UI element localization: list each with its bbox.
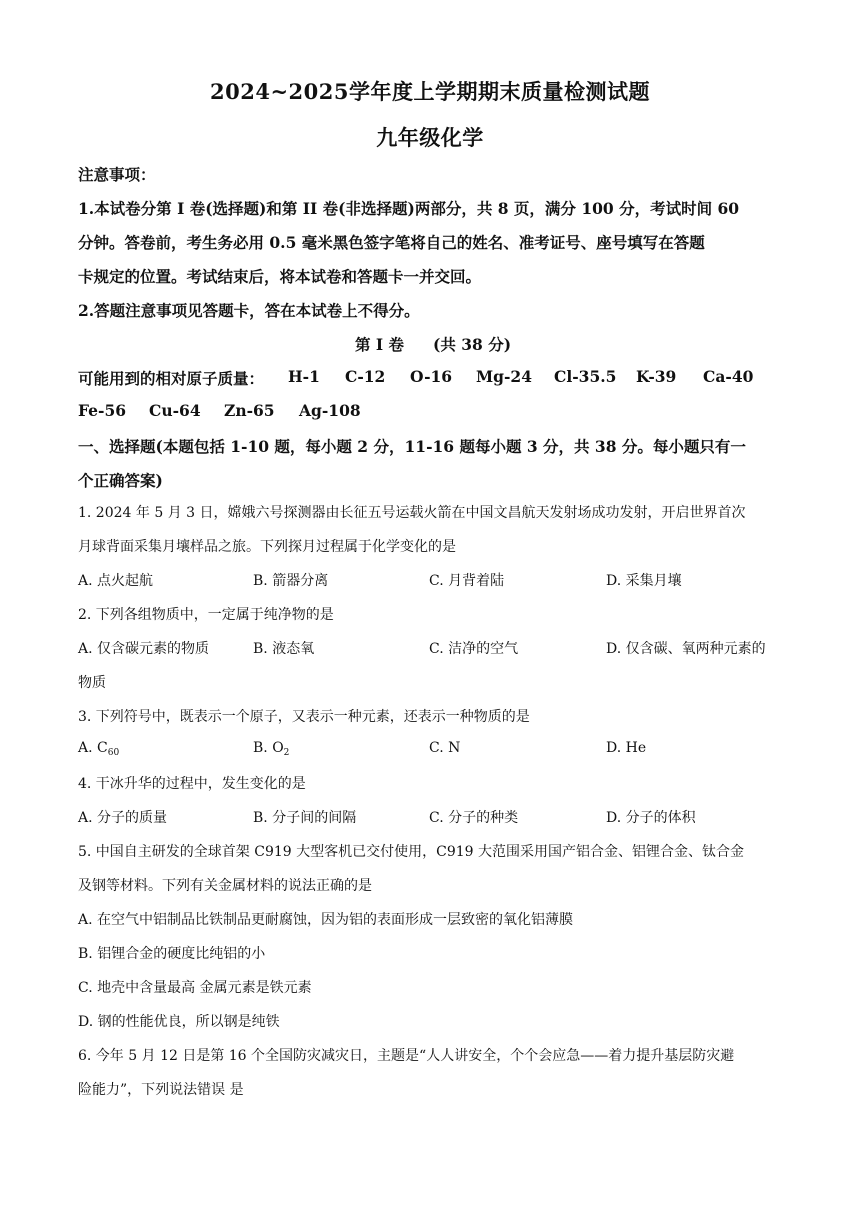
atomic-mass-label: 可能用到的相对原子质量： <box>78 369 265 388</box>
question-2-stem: 2. 下列各组物质中，一定属于纯净物的是 <box>78 607 334 623</box>
question-3-option-a-text: A. C <box>78 740 108 756</box>
question-3-option-b-subscript: 2 <box>283 748 290 758</box>
atomic-mass-o: O-16 <box>410 367 453 386</box>
question-5-option-a: A. 在空气中铝制品比铁制品更耐腐蚀，因为铝的表面形成一层致密的氧化铝薄膜 <box>78 912 574 928</box>
question-4-option-b: B. 分子间的间隔 <box>253 810 357 826</box>
atomic-mass-h: H-1 <box>288 367 320 386</box>
notice-heading: 注意事项： <box>78 165 156 184</box>
question-1-option-a: A. 点火起航 <box>78 573 154 589</box>
question-2-option-c: C. 洁净的空气 <box>429 641 519 657</box>
atomic-mass-cu: Cu-64 <box>149 401 201 420</box>
question-1-option-c: C. 月背着陆 <box>429 573 505 589</box>
question-4-option-a: A. 分子的质量 <box>78 810 168 826</box>
notice-line-4: 2.答题注意事项见答题卡，答在本试卷上不得分。 <box>78 301 420 320</box>
notice-line-1: 1.本试卷分第 I 卷(选择题)和第 II 卷(非选择题)两部分，共 8 页，满分 100 分，考试时间 60 <box>78 199 740 218</box>
notice-line-2: 分钟。答卷前，考生务必用 0.5 毫米黑色签字笔将自己的姓名、准考证号、座号填写在答题 <box>78 233 705 252</box>
question-5-option-b: B. 铝锂合金的硬度比纯铝的小 <box>78 946 266 962</box>
question-6-line-1: 6. 今年 5 月 12 日是第 16 个全国防灾减灾日，主题是“人人讲安全，个个会应急——着力提升基层防灾避 <box>78 1048 735 1064</box>
atomic-mass-cl: Cl-35.5 <box>554 367 617 386</box>
question-2-option-d-wrap: 物质 <box>78 675 106 691</box>
question-1-line-2: 月球背面采集月壤样品之旅。下列探月过程属于化学变化的是 <box>78 539 456 555</box>
part-one-heading-line-1: 一、选择题(本题包括 1-10 题，每小题 2 分，11-16 题每小题 3 分，共 38 分。每小题只有一 <box>78 437 746 456</box>
section-score: (共 38 分) <box>433 335 512 354</box>
exam-title: 2024~2025学年度上学期期末质量检测试题 <box>210 79 650 104</box>
question-2-option-b: B. 液态氧 <box>253 641 315 657</box>
question-3-option-b-text: B. O <box>253 740 284 756</box>
part-one-heading-line-2: 个正确答案) <box>78 471 163 490</box>
question-2-option-d: D. 仅含碳、氧两种元素的 <box>606 641 766 657</box>
question-5-line-1: 5. 中国自主研发的全球首架 C919 大型客机已交付使用，C919 大范围采用国产铝合金、铝锂合金、钛合金 <box>78 844 745 860</box>
atomic-mass-mg: Mg-24 <box>476 367 532 386</box>
question-5-option-c: C. 地壳中含量最高 金属元素是铁元素 <box>78 980 312 996</box>
question-4-option-c: C. 分子的种类 <box>429 810 519 826</box>
atomic-mass-c: C-12 <box>345 367 386 386</box>
atomic-mass-k: K-39 <box>636 367 677 386</box>
question-2-option-a: A. 仅含碳元素的物质 <box>78 641 210 657</box>
question-1-option-d: D. 采集月壤 <box>606 573 682 589</box>
exam-subtitle: 九年级化学 <box>376 125 484 150</box>
question-6-line-2: 险能力”，下列说法错误 是 <box>78 1082 244 1098</box>
question-5-line-2: 及钢等材料。下列有关金属材料的说法正确的是 <box>78 878 372 894</box>
section-name: 第 I 卷 <box>355 335 405 354</box>
atomic-mass-zn: Zn-65 <box>224 401 275 420</box>
question-3-option-c: C. N <box>429 740 461 756</box>
question-1-option-b: B. 箭器分离 <box>253 573 329 589</box>
question-5-option-d: D. 钢的性能优良，所以钢是纯铁 <box>78 1014 280 1030</box>
question-1-line-1: 1. 2024 年 5 月 3 日，嫦娥六号探测器由长征五号运载火箭在中国文昌航天发射场成功发射，开启世界首次 <box>78 505 746 521</box>
atomic-mass-ca: Ca-40 <box>703 367 754 386</box>
atomic-mass-ag: Ag-108 <box>299 401 361 420</box>
question-4-option-d: D. 分子的体积 <box>606 810 696 826</box>
question-3-option-a-subscript: 60 <box>107 748 120 758</box>
question-3-option-d: D. He <box>606 740 647 756</box>
question-3-option-b <box>253 740 289 758</box>
question-4-stem: 4. 干冰升华的过程中，发生变化的是 <box>78 776 306 792</box>
atomic-mass-fe: Fe-56 <box>78 401 127 420</box>
question-3-option-a <box>78 740 119 758</box>
question-3-stem: 3. 下列符号中，既表示一个原子，又表示一种元素，还表示一种物质的是 <box>78 709 530 725</box>
notice-line-3: 卡规定的位置。考试结束后，将本试卷和答题卡一并交回。 <box>78 267 482 286</box>
